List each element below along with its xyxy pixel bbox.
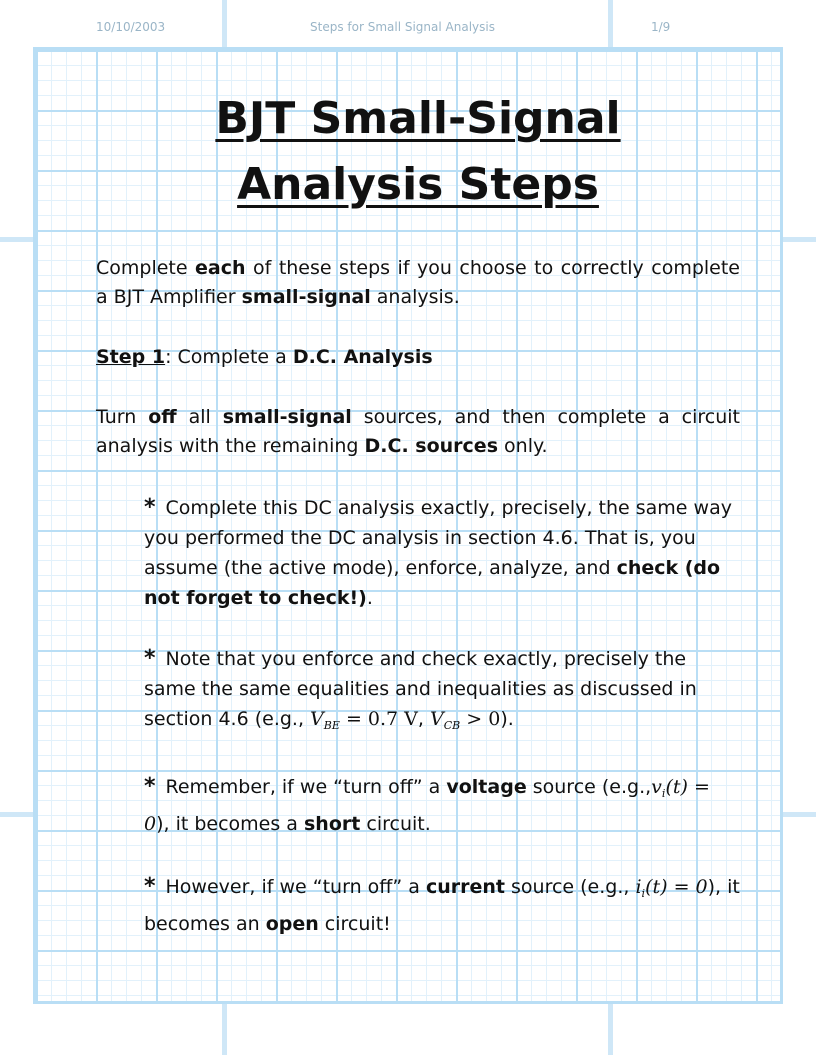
- math-rest: (t) = 0: [645, 876, 708, 898]
- math-var: v: [651, 776, 662, 798]
- text: However, if we “turn off” a: [165, 876, 426, 898]
- math-rest: (t) = 0: [144, 776, 710, 835]
- bullet-item: [144, 872, 740, 939]
- math-subscript: i: [661, 787, 666, 800]
- math-var: i: [635, 876, 642, 898]
- bullet-item: [144, 644, 740, 741]
- bold-text: voltage: [446, 776, 527, 798]
- text: ).: [500, 708, 514, 730]
- header-date: 10/10/2003: [96, 20, 166, 34]
- text: : Complete a: [165, 346, 293, 368]
- text: Note that you enforce and check exactly, precisely the same the same equalities and inequalities as discussed in section 4.6 (e.g.,: [144, 648, 697, 730]
- text: circuit.: [360, 813, 431, 835]
- math-var: V: [310, 708, 324, 730]
- title-line-1: BJT Small-Signal: [215, 93, 621, 144]
- math-var: V: [429, 708, 444, 730]
- bold-text: each: [195, 257, 246, 279]
- text: of these steps if you choose to correctly complete a BJT Amplifier: [96, 257, 740, 308]
- bold-text: current: [425, 876, 505, 898]
- text: source (e.g.,: [526, 776, 652, 798]
- bold-text: open: [265, 913, 319, 935]
- math-subscript: BE: [323, 719, 340, 732]
- math-subscript: CB: [443, 719, 461, 732]
- math-rest: > 0: [460, 708, 501, 730]
- bold-text: small-signal: [222, 406, 352, 428]
- math-expression: [635, 876, 707, 898]
- bold-text: off: [148, 406, 177, 428]
- bold-text: D.C. Analysis: [292, 346, 433, 368]
- math-expression: [310, 708, 418, 730]
- step-label: Step 1: [96, 346, 166, 368]
- text: ), it becomes an: [144, 876, 740, 935]
- text: analysis.: [370, 286, 460, 308]
- bullet-star: *: [144, 646, 156, 671]
- text: circuit!: [318, 913, 391, 935]
- text: ,: [417, 708, 430, 730]
- text: ), it becomes a: [156, 813, 304, 835]
- step-heading: [96, 343, 740, 372]
- text: all: [176, 406, 223, 428]
- bold-text: small-signal: [241, 286, 371, 308]
- bold-text: D.C. sources: [364, 435, 498, 457]
- header-page-number: 1/9: [651, 20, 671, 34]
- bullet-item: [144, 493, 740, 613]
- page-header: [0, 20, 816, 40]
- header-title: Steps for Small Signal Analysis: [310, 20, 495, 34]
- text: Remember, if we “turn off” a: [165, 776, 447, 798]
- bullet-star: *: [144, 495, 156, 520]
- bullet-item: [144, 772, 740, 839]
- turn-off-paragraph: [96, 403, 740, 461]
- page-content: [96, 86, 740, 958]
- text: only.: [498, 435, 548, 457]
- bullet-star: *: [144, 874, 156, 899]
- text: Turn: [96, 406, 149, 428]
- bold-text: check (do not forget to check!): [144, 557, 721, 609]
- title-line-2: Analysis Steps: [237, 159, 599, 210]
- text: source (e.g.,: [504, 876, 636, 898]
- text: .: [366, 587, 373, 609]
- page-title: [96, 86, 740, 218]
- math-expression: [430, 708, 500, 730]
- math-rest: = 0.7 V: [339, 708, 418, 730]
- bullet-star: *: [144, 774, 156, 799]
- math-subscript: i: [641, 887, 646, 900]
- text: Complete: [96, 257, 196, 279]
- text: Complete this DC analysis exactly, precisely, the same way you performed the DC analysis in section 4.6. That is, you assume (the active mode), enforce, analyze, and: [144, 497, 732, 579]
- intro-paragraph: [96, 254, 740, 312]
- text: sources, and then complete a circuit analysis with the remaining: [96, 406, 741, 457]
- bold-text: short: [304, 813, 361, 835]
